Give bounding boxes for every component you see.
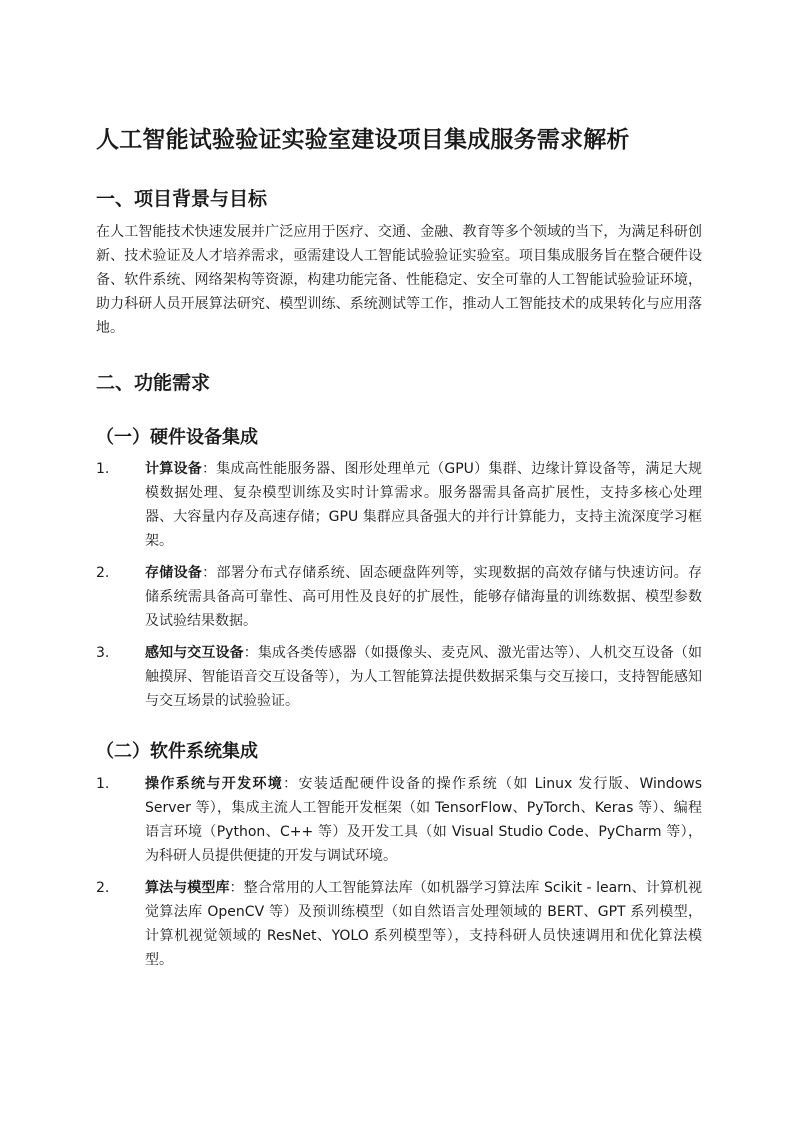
list-item-body [145, 876, 702, 972]
list-item [96, 772, 702, 868]
list-item-term: 感知与交互设备 [145, 645, 244, 661]
document-title: 人工智能试验验证实验室建设项目集成服务需求解析 [96, 127, 630, 153]
list-item-term: 算法与模型库 [145, 880, 230, 896]
subsection-heading-hardware: （一）硬件设备集成 [96, 427, 258, 448]
list-item-text: ：集成各类传感器（如摄像头、麦克风、激光雷达等）、人机交互设备（如触摸屏、智能语音交互设备等），为人工智能算法提供数据采集与交互接口，支持智能感知与交互场景的试验验证。 [145, 645, 702, 709]
list-item-number: 1. [96, 776, 110, 792]
list-item-term: 操作系统与开发环境 [145, 776, 284, 792]
list-item [96, 876, 702, 972]
list-item [96, 561, 702, 633]
section-heading-background: 一、项目背景与目标 [96, 188, 268, 210]
list-item-number: 2. [96, 565, 110, 581]
list-item-body [145, 561, 702, 633]
list-item-text: ：集成高性能服务器、图形处理单元（GPU）集群、边缘计算设备等，满足大规模数据处理、复杂模型训练及实时计算需求。服务器需具备高扩展性，支持多核心处理器、大容量内存及高速存储；GPU 集群应具备强大的并行计算能力，支持主流深度学习框架。 [145, 461, 702, 549]
list-item-text: ：部署分布式存储系统、固态硬盘阵列等，实现数据的高效存储与快速访问。存储系统需具备高可靠性、高可用性及良好的扩展性，能够存储海量的训练数据、模型参数及试验结果数据。 [145, 565, 703, 629]
list-item [96, 457, 702, 553]
list-item-number: 1. [96, 461, 110, 477]
section-heading-functional-requirements: 二、功能需求 [96, 372, 211, 394]
list-item-text: ：安装适配硬件设备的操作系统（如 Linux 发行版、Windows Server 等），集成主流人工智能开发框架（如 TensorFlow、PyTorch、Keras 等）、编程语言环境（Python、C++ 等）及开发工具（如 Visual Studio Code、PyCharm 等），为科研人员提供便捷的开发与调试环境。 [145, 776, 703, 864]
list-item-term: 存储设备 [145, 565, 203, 581]
list-item-body [145, 641, 702, 713]
subsection-heading-software: （二）软件系统集成 [96, 741, 258, 762]
list-item-body [145, 772, 702, 868]
list-item-number: 2. [96, 880, 110, 896]
list-item-term: 计算设备 [145, 461, 203, 477]
background-paragraph: 在人工智能技术快速发展并广泛应用于医疗、交通、金融、教育等多个领域的当下，为满足科研创新、技术验证及人才培养需求，亟需建设人工智能试验验证实验室。项目集成服务旨在整合硬件设备、软件系统、网络架构等资源，构建功能完备、性能稳定、安全可靠的人工智能试验验证环境，助力科研人员开展算法研究、模型训练、系统测试等工作，推动人工智能技术的成果转化与应用落地。 [96, 224, 702, 336]
list-item-text: ：整合常用的人工智能算法库（如机器学习算法库 Scikit - learn、计算机视觉算法库 OpenCV 等）及预训练模型（如自然语言处理领域的 BERT、GPT 系列模型，计算机视觉领域的 ResNet、YOLO 系列模型等），支持科研人员快速调用和优化算法模型。 [145, 880, 702, 968]
list-item-number: 3. [96, 645, 110, 661]
list-item [96, 641, 702, 713]
list-item-body [145, 457, 702, 553]
